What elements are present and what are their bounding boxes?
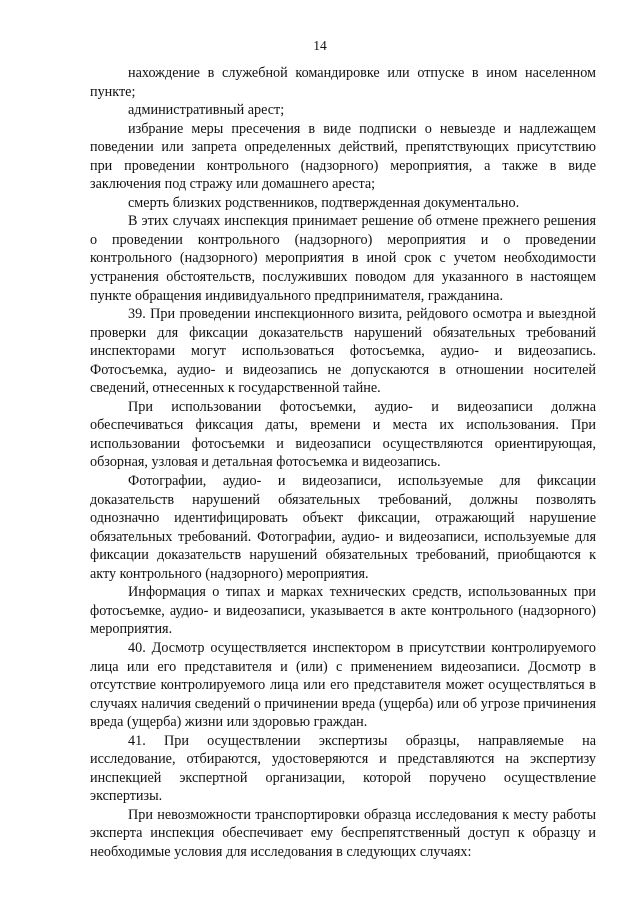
- document-body: [90, 64, 596, 862]
- page-number: 14: [313, 38, 327, 53]
- paragraph: Фотографии, аудио- и видеозаписи, используемые для фиксации доказательств нарушений обязательных требований, должны позволять однозначно идентифицировать объект фиксации, отражающий нарушение обязательных требований. Фотографии, аудио- и видеозаписи, используемые для фиксации доказательств нарушений обязательных требований, приобщаются к акту контрольного (надзорного) мероприятия.: [90, 473, 596, 582]
- paragraph: смерть близких родственников, подтвержденная документально.: [128, 194, 520, 211]
- paragraph: избрание меры пресечения в виде подписки о невыезде и надлежащем поведении или запрета определенных действий, препятствующих присутствию при проведении контрольного (надзорного) мероприятия, а также в виде заключения под стражу или домашнего ареста;: [90, 120, 596, 193]
- paragraph: В этих случаях инспекция принимает решение об отмене прежнего решения о проведении контрольного (надзорного) мероприятия и о проведении контрольного (надзорного) мероприятия в иной срок с учетом необходимости устранения обстоятельств, послуживших поводом для указанного в настоящем пункте обращения индивидуального предпринимателя, гражданина.: [90, 213, 596, 304]
- paragraph: административный арест;: [128, 102, 285, 119]
- paragraph: 41. При осуществлении экспертизы образцы, направляемые на исследование, отбираются, удостоверяются и представляются на экспертизу инспекцией экспертной организации, которой поручено осуществление экспертизы.: [90, 732, 596, 805]
- paragraph: При невозможности транспортировки образца исследования к месту работы эксперта инспекция обеспечивает ему беспрепятственный доступ к образцу и необходимые условия для исследования в следующих случаях:: [90, 806, 596, 860]
- paragraph: нахождение в служебной командировке или отпуске в ином населенном пункте;: [90, 65, 596, 100]
- paragraph: 39. При проведении инспекционного визита, рейдового осмотра и выездной проверки для фиксации доказательств нарушений обязательных требований инспекторами могут использоваться фотосъемка, аудио- и видеозапись. Фотосъемка, аудио- и видеозапись не допускаются в отношении носителей сведений, отнесенных к государственной тайне.: [90, 306, 596, 397]
- paragraph: При использовании фотосъемки, аудио- и видеозаписи должна обеспечиваться фиксация даты, времени и места их использования. При использовании фотосъемки и видеозаписи осуществляются ориентирующая, обзорная, узловая и детальная фотосъемка и видеозапись.: [90, 398, 596, 471]
- paragraph: Информация о типах и марках технических средств, использованных при фотосъемке, аудио- и видеозаписи, указывается в акте контрольного (надзорного) мероприятия.: [90, 584, 596, 638]
- paragraph: 40. Досмотр осуществляется инспектором в присутствии контролируемого лица или его представителя и (или) с применением видеозаписи. Досмотр в отсутствие контролируемого лица или его представителя может осуществляться в случаях наличия сведений о причинении вреда (ущерба) или об угрозе причинения вреда (ущерба) жизни или здоровью граждан.: [90, 639, 596, 731]
